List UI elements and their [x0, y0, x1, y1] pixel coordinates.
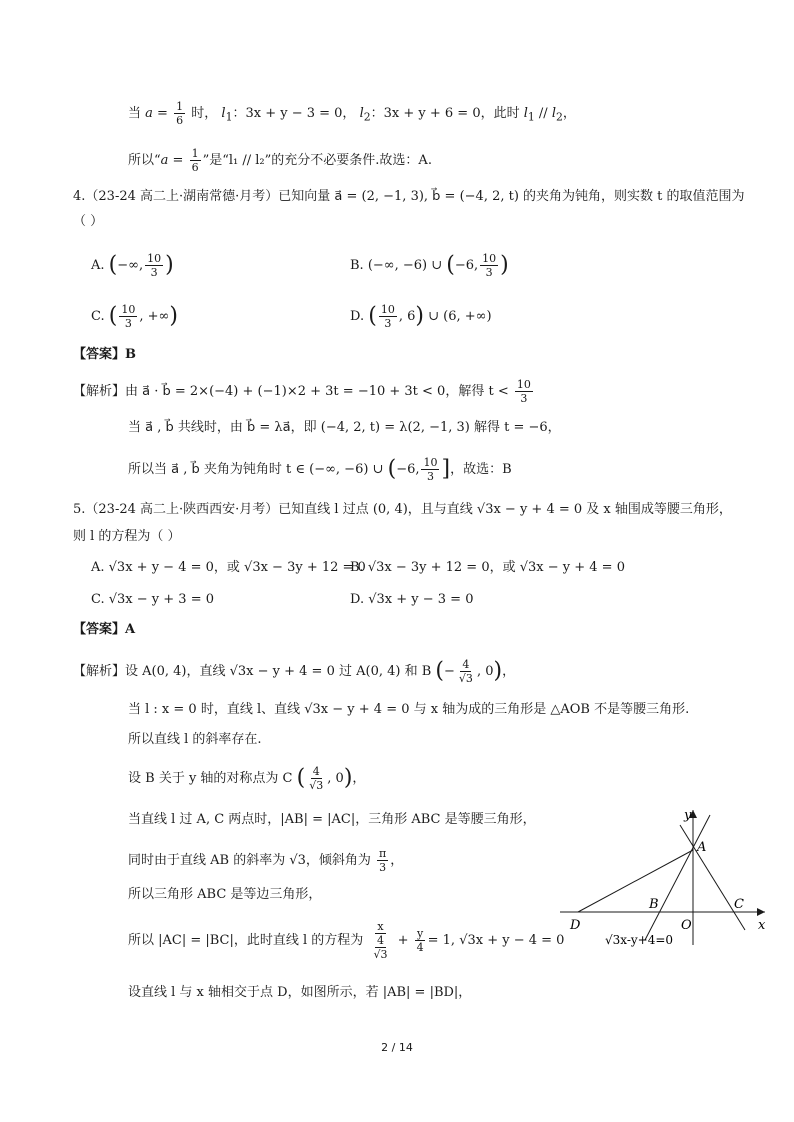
explanation-5b: 当 l : x = 0 时，直线 l、直线 √3x − y + 4 = 0 与 x 轴为成的三角形是 △AOB 不是等腰三角形.	[128, 702, 690, 717]
choice-4d: D. ( $\frac{10}{3}$ , 6) ∪ (6, +∞)	[350, 303, 492, 330]
label-C: C	[734, 897, 744, 912]
question-4-paren: （ ）	[73, 214, 104, 229]
explanation-4a: 【解析】由 a⃗ · b⃗ = 2×(−4) + (−1)×2 + 3t = −10 + 3t < 0，解得 t < $\frac{10}{3}$	[73, 378, 531, 405]
explanation-5c: 所以直线 l 的斜率存在.	[128, 732, 262, 747]
choice-4c: C. ( $\frac{10}{3}$ , +∞)	[91, 303, 178, 330]
label-D: D	[570, 918, 581, 933]
label-O: O	[681, 918, 692, 933]
figure-equation: √3x-y+4=0	[605, 933, 674, 947]
choice-5b: B. √3x − 3y + 12 = 0，或 √3x − y + 4 = 0	[350, 560, 625, 575]
line-conclusion-1: 所以“a = $\frac{1}{6}$ ”是“l₁ // l₂”的充分不必要条件.故选：A.	[128, 147, 432, 174]
explanation-5d: 设 B 关于 y 轴的对称点为 C ( $\frac{4}{√3}$ , 0)，	[128, 765, 366, 792]
label-y: y	[684, 808, 692, 823]
question-4: 4.（23-24 高二上·湖南常德·月考）已知向量 a⃗ = (2, −1, 3), b⃗ = (−4, 2, t) 的夹角为钝角，则实数 t 的取值范围为	[73, 189, 745, 204]
explanation-4c: 所以当 a⃗ , b⃗ 夹角为钝角时 t ∈ (−∞, −6) ∪ (−6, $\frac{10}{3}$ ]，故选：B	[128, 456, 512, 483]
geometry-figure	[560, 805, 775, 950]
choice-4b: B. (−∞, −6) ∪ (−6, $\frac{10}{3}$ )	[350, 252, 509, 279]
explanation-5g: 所以三角形 ABC 是等边三角形，	[128, 887, 322, 902]
choice-5a: A. √3x + y − 4 = 0，或 √3x − 3y + 12 = 0	[91, 560, 366, 575]
line-BA	[645, 815, 710, 940]
page-number: 2 / 14	[381, 1041, 413, 1054]
label-A: A	[697, 840, 707, 855]
explanation-5e: 当直线 l 过 A, C 两点时，|AB| = |AC|，三角形 ABC 是等腰三角形，	[128, 812, 536, 827]
question-5b: 则 l 的方程为（ ）	[73, 529, 181, 544]
choice-4a: A. (−∞, $\frac{10}{3}$ )	[91, 252, 174, 279]
explanation-4b: 当 a⃗ , b⃗ 共线时，由 b⃗ = λa⃗，即 (−4, 2, t) = λ(2, −1, 3) 解得 t = −6，	[128, 420, 561, 435]
explanation-5i: 设直线 l 与 x 轴相交于点 D，如图所示，若 |AB| = |BD|，	[128, 985, 472, 1000]
label-x: x	[758, 918, 766, 933]
line-a-condition: 当 a = $\frac{1}{6}$ 时， $l_1$：3x + y − 3 = 0， $l_2$：3x + y + 6 = 0，此时 $l_1 // l_2$，	[128, 100, 576, 127]
explanation-5h: 所以 |AC| = |BC|，此时直线 l 的方程为 $\frac{x}{\frac{4}{√3}}$ + $\frac{y}{4}$ = 1, √3x + y − 4 = 0	[128, 920, 565, 961]
x-axis-arrow	[757, 908, 765, 916]
line-AC	[680, 825, 745, 930]
answer-5: 【答案】A	[73, 622, 136, 637]
answer-4: 【答案】B	[73, 347, 136, 362]
choice-5c: C. √3x − y + 3 = 0	[91, 592, 214, 607]
choice-5d: D. √3x + y − 3 = 0	[350, 592, 474, 607]
explanation-5f: 同时由于直线 AB 的斜率为 √3，倾斜角为 $\frac{\pi}{3}$ ，	[128, 847, 404, 874]
question-5: 5.（23-24 高二上·陕西西安·月考）已知直线 l 过点 (0, 4)，且与直线 √3x − y + 4 = 0 及 x 轴围成等腰三角形，	[73, 502, 732, 517]
label-B: B	[649, 897, 659, 912]
explanation-5a: 【解析】设 A(0, 4)，直线 √3x − y + 4 = 0 过 A(0, 4) 和 B (− $\frac{4}{√3}$ , 0)，	[73, 658, 516, 685]
